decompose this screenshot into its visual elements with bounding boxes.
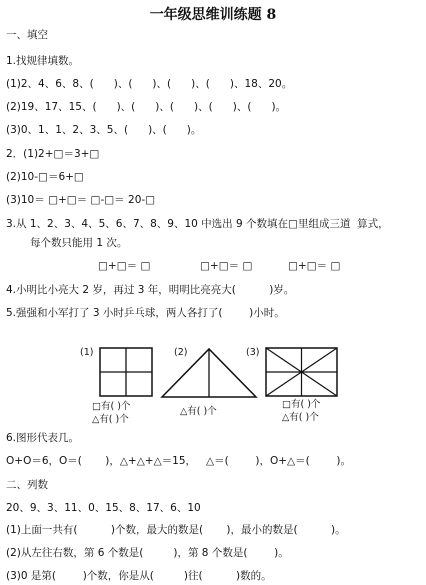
figure-2-question-1: △有( )个	[180, 406, 217, 417]
q6-line: O+O＝6，O＝( )，△+△+△＝15， △＝( )，O+△＝( )。	[6, 455, 352, 467]
q1-stem: 1.找规律填数。	[6, 55, 80, 67]
section2-line-3: (3)0 是第( )个数，你是从( )往( )数的。	[6, 570, 272, 582]
q3-line-2: 每个数只能用 1 次。	[30, 237, 128, 249]
section2-heading: 二、列数	[6, 479, 48, 491]
figure-3-question-1: □有( )个	[282, 399, 321, 410]
page-title: 一年级思维训练题 8	[149, 7, 277, 23]
figure-1-question-1: □有( )个	[92, 401, 131, 412]
number-sequence: 20、9、3、11、0、15、8、17、6、10	[6, 502, 201, 514]
section1-heading: 一、填空	[6, 29, 48, 41]
q5-text: 5.强强和小军打了 3 小时乒乓球，两人各打了( )小时。	[6, 307, 285, 319]
q1-line-2: (2)19、17、15、( )、( )、( )、( )、( )。	[6, 101, 287, 113]
q2-line-2: (2)10-□＝6+□	[6, 171, 84, 183]
q2-line-3: (3)10＝ □+□＝ □-□＝ 20-□	[6, 194, 156, 206]
q4-text: 4.小明比小亮大 2 岁，再过 3 年，明明比亮亮大( )岁。	[6, 284, 295, 296]
q6-stem: 6.图形代表几。	[6, 432, 80, 444]
q3-equation-1: □+□＝ □	[98, 260, 151, 272]
figure-3-label: (3)	[246, 347, 260, 358]
section2-line-2: (2)从左往右数，第 6 个数是( )，第 8 个数是( )。	[6, 547, 289, 559]
q2-line-1: 2．(1)2+□＝3+□	[6, 148, 100, 160]
q3-equation-3: □+□＝ □	[288, 260, 341, 272]
section2-line-1: (1)上面一共有( )个数，最大的数是( )，最小的数是( )。	[6, 524, 346, 536]
q1-line-3: (3)0、1、1、2、3、5、( )、( )。	[6, 124, 202, 136]
q3-equation-2: □+□＝ □	[200, 260, 253, 272]
figure-1-question-2: △有( )个	[92, 414, 129, 425]
figure-1-label: (1)	[80, 347, 94, 358]
figure-1	[80, 345, 160, 425]
q1-line-1: (1)2、4、6、8、( )、( )、( )、( )、18、20。	[6, 78, 293, 90]
figure-3	[246, 345, 342, 425]
figure-2-label: (2)	[174, 347, 188, 358]
q3-line-1: 3.从 1、2、3、4、5、6、7、8、9、10 中选出 9 个数填在□里组成三道 算式，	[6, 218, 389, 230]
figure-3-question-2: △有( )个	[282, 412, 319, 423]
